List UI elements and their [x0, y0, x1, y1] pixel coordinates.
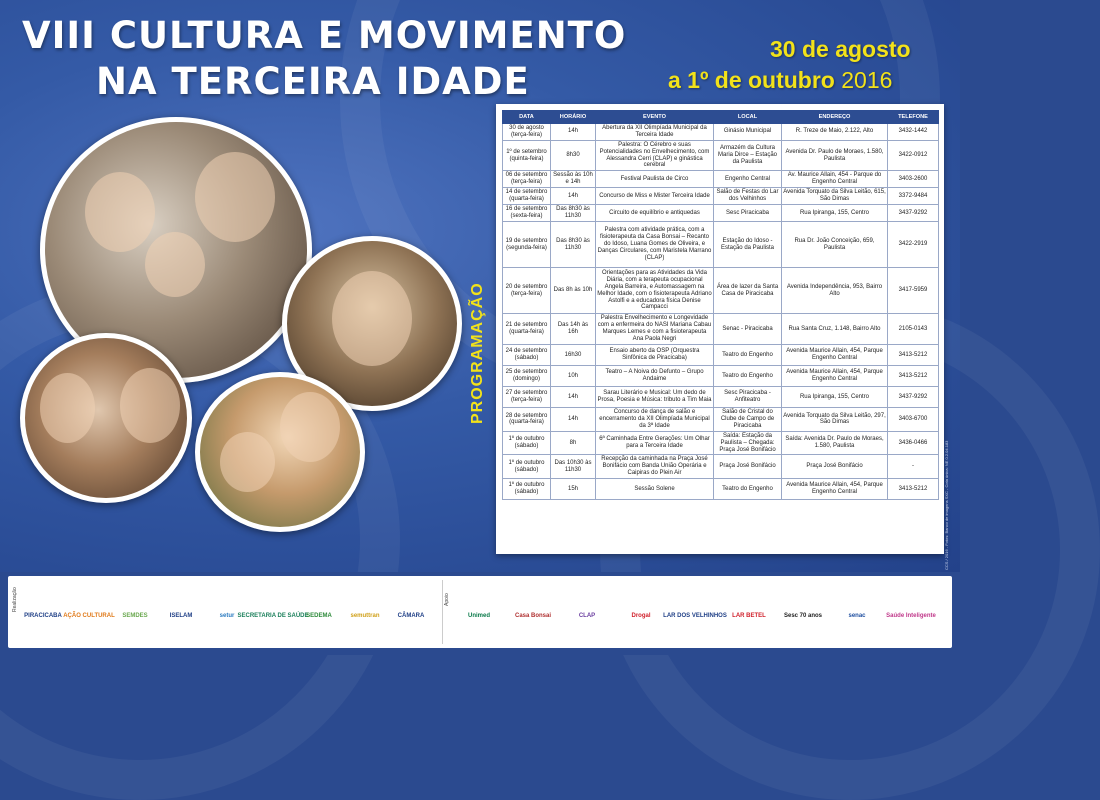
sponsor-logo-name: Sesc 70 anos — [783, 613, 823, 619]
column-header: DATA — [503, 111, 551, 124]
table-row — [503, 345, 939, 366]
cell-endereco: R. Treze de Maio, 2.122, Alto — [782, 124, 888, 141]
cell-local: Ginásio Municipal — [714, 124, 782, 141]
cell-local: Sesc Piracicaba — [714, 205, 782, 222]
cell-data: 27 de setembro (terça-feira) — [503, 387, 551, 408]
table-row — [503, 268, 939, 314]
cell-data: 24 de setembro (sábado) — [503, 345, 551, 366]
cell-horario: Das 8h30 às 11h30 — [551, 205, 596, 222]
cell-local: Teatro do Engenho — [714, 366, 782, 387]
table-row — [503, 314, 939, 345]
sponsor-logo-name: CLAP — [578, 613, 596, 619]
sponsor-logo-name: Unimed — [467, 613, 490, 619]
programacao-label: PROGRAMAÇÃO — [469, 282, 486, 424]
cell-horario: 16h30 — [551, 345, 596, 366]
cell-local: Teatro do Engenho — [714, 479, 782, 500]
cell-telefone: 3413-5212 — [888, 366, 939, 387]
cell-data: 21 de setembro (quarta-feira) — [503, 314, 551, 345]
cell-endereco: Avenida Maurice Allain, 454, Parque Engenho Central — [782, 479, 888, 500]
cell-telefone: 3417-5959 — [888, 268, 939, 314]
sponsor-logo — [886, 596, 936, 636]
cell-endereco: Rua Dr. João Conceição, 659, Paulista — [782, 222, 888, 268]
cell-endereco: Rua Ipiranga, 155, Centro — [782, 205, 888, 222]
cell-horario: 14h — [551, 387, 596, 408]
table-row — [503, 431, 939, 455]
sponsor-logo-name: CÂMARA — [397, 613, 425, 619]
apoio-label: Apoio — [444, 593, 450, 606]
cell-local: Sesc Piracicaba - Anfiteatro — [714, 387, 782, 408]
sponsor-logo — [22, 596, 64, 636]
cell-data: 25 de setembro (domingo) — [503, 366, 551, 387]
cell-horario: Das 8h às 10h — [551, 268, 596, 314]
cell-horario: Das 8h30 às 11h30 — [551, 222, 596, 268]
cell-local: Senac - Piracicaba — [714, 314, 782, 345]
table-row — [503, 171, 939, 188]
sponsor-logo-name: Drogal — [631, 613, 651, 619]
cell-data: 1º de outubro (sábado) — [503, 455, 551, 479]
sponsor-logo — [778, 596, 828, 636]
table-row — [503, 387, 939, 408]
sponsor-logo — [724, 596, 774, 636]
cell-endereco: Rua Santa Cruz, 1.148, Bairro Alto — [782, 314, 888, 345]
cell-evento: Circuito de equilíbrio e antiquedas — [596, 205, 714, 222]
cell-evento: Orientações para as Atividades da Vida Diária, com a terapeuta ocupacional Angela Barreira, e Automassagem na Melhor Idade, com o fisioterapeuta Adriano Astolfi e a educadora física Denise Campacci — [596, 268, 714, 314]
cell-endereco: Avenida Torquato da Silva Leitão, 297, São Dimas — [782, 408, 888, 432]
cell-evento: 6ª Caminhada Entre Gerações: Um Olhar para a Terceira Idade — [596, 431, 714, 455]
table-body — [503, 124, 939, 500]
realizacao-label: Realização — [12, 587, 18, 612]
sponsor-logo-name: PIRACICABA — [24, 613, 62, 619]
cell-evento: Abertura da XII Olimpíada Municipal da Terceira Idade — [596, 124, 714, 141]
sponsor-logo — [832, 596, 882, 636]
cell-telefone: 3422-0912 — [888, 140, 939, 171]
cell-horario: 8h — [551, 431, 596, 455]
cell-horario: Das 14h às 16h — [551, 314, 596, 345]
sponsor-logo-name: ISELAM — [169, 613, 193, 619]
cell-local: Salão de Festas do Lar dos Velhinhos — [714, 188, 782, 205]
cell-endereco: Av. Maurice Allain, 454 - Parque do Engenho Central — [782, 171, 888, 188]
cell-endereco: Avenida Maurice Allain, 454, Parque Engenho Central — [782, 366, 888, 387]
sponsor-logo — [616, 596, 666, 636]
cell-horario: 14h — [551, 124, 596, 141]
cell-evento: Festival Paulista de Circo — [596, 171, 714, 188]
cell-endereco: Rua Ipiranga, 155, Centro — [782, 387, 888, 408]
sponsor-logo — [114, 596, 156, 636]
table-header-row — [503, 111, 939, 124]
cell-data: 1º de outubro (sábado) — [503, 431, 551, 455]
table-row — [503, 455, 939, 479]
sponsor-logo-name: SECRETARIA DE SAÚDE — [237, 613, 309, 619]
cell-endereco: Saída: Avenida Dr. Paulo de Moraes, 1.580, Paulista — [782, 431, 888, 455]
photo-elderly-couple — [20, 333, 192, 503]
cell-evento: Palestra Envelhecimento e Longevidade com a enfermeira do NASI Mariana Cabau Marques Lemes e com a fisioterapeuta Ana Paola Negri — [596, 314, 714, 345]
table-row — [503, 188, 939, 205]
sponsor-logo — [562, 596, 612, 636]
sponsor-logo — [663, 596, 727, 636]
cell-horario: 10h — [551, 366, 596, 387]
sponsor-logo-name: LAR DOS VELHINHOS — [663, 613, 727, 619]
cell-data: 20 de setembro (terça-feira) — [503, 268, 551, 314]
photo-grandmother-child — [195, 372, 365, 532]
table-row — [503, 366, 939, 387]
cell-horario: 14h — [551, 408, 596, 432]
cell-evento: Palestra: O Cérebro e suas Potencialidades no Envelhecimento, com Alessandra Cerri (CLAP) e ginástica cerebral — [596, 140, 714, 171]
table-row — [503, 479, 939, 500]
cell-telefone: 3422-2919 — [888, 222, 939, 268]
cell-endereco: Avenida Maurice Allain, 454, Parque Engenho Central — [782, 345, 888, 366]
date-end-text: a 1º de outubro — [668, 67, 842, 93]
sponsor-logo-name: SEMDES — [122, 613, 148, 619]
cell-local: Estação do Idoso - Estação da Paulista — [714, 222, 782, 268]
cell-local: Engenho Central — [714, 171, 782, 188]
cell-horario: 15h — [551, 479, 596, 500]
cell-local: Salão de Cristal do Clube de Campo de Piracicaba — [714, 408, 782, 432]
sponsor-logo-name: senac — [848, 613, 866, 619]
cell-telefone: 3403-2600 — [888, 171, 939, 188]
sponsor-logo — [298, 596, 340, 636]
sponsor-box — [8, 576, 952, 648]
cell-telefone: 3437-9292 — [888, 387, 939, 408]
table-row — [503, 205, 939, 222]
sponsor-logo — [237, 596, 309, 636]
cell-telefone: - — [888, 455, 939, 479]
cell-telefone: 3436-0466 — [888, 431, 939, 455]
cell-endereco: Avenida Torquato da Silva Leitão, 615, São Dimas — [782, 188, 888, 205]
cell-telefone: 3437-9292 — [888, 205, 939, 222]
cell-data: 28 de setembro (quarta-feira) — [503, 408, 551, 432]
sponsor-divider — [442, 580, 443, 644]
column-header: TELEFONE — [888, 111, 939, 124]
footer-sponsors — [0, 572, 960, 655]
cell-data: 1º de setembro (quinta-feira) — [503, 140, 551, 171]
sponsor-logo — [344, 596, 386, 636]
cell-telefone: 3432-1442 — [888, 124, 939, 141]
cell-data: 19 de setembro (segunda-feira) — [503, 222, 551, 268]
cell-evento: Concurso de dança de salão e encerramento da XII Olimpíada Municipal da 3ª Idade — [596, 408, 714, 432]
sponsor-logo-name: setur — [219, 613, 235, 619]
table-row — [503, 222, 939, 268]
cell-data: 06 de setembro (terça-feira) — [503, 171, 551, 188]
cell-local: Teatro do Engenho — [714, 345, 782, 366]
cell-endereco: Praça José Bonifácio — [782, 455, 888, 479]
cell-data: 1º de outubro (sábado) — [503, 479, 551, 500]
cell-evento: Concurso de Miss e Mister Terceira Idade — [596, 188, 714, 205]
cell-evento: Palestra com atividade prática, com a fisioterapeuta da Casa Bonsai – Recanto do Idoso, Luana Gomes de Oliveira, e Danças Circulares, com Maristela Marrano (CLAP) — [596, 222, 714, 268]
cell-horario: 8h30 — [551, 140, 596, 171]
poster-title-line2: NA TERCEIRA IDADE — [96, 60, 530, 103]
schedule-table-panel — [496, 104, 944, 554]
sponsor-logo — [508, 596, 558, 636]
table-row — [503, 140, 939, 171]
photo-credit: CCS / 2016 - Fotos: Banco de imagens SXC - Cota única: NE 0.2.04.183 — [944, 440, 949, 570]
date-year: 2016 — [841, 67, 893, 93]
cell-endereco: Avenida Independência, 953, Bairro Alto — [782, 268, 888, 314]
column-header: ENDEREÇO — [782, 111, 888, 124]
cell-telefone: 3403-6700 — [888, 408, 939, 432]
cell-endereco: Avenida Dr. Paulo de Moraes, 1.580, Paulista — [782, 140, 888, 171]
sponsor-logo — [160, 596, 202, 636]
cell-data: 30 de agosto (terça-feira) — [503, 124, 551, 141]
cell-telefone: 2105-0143 — [888, 314, 939, 345]
sponsor-logo-name: SEDEMA — [306, 613, 332, 619]
cell-data: 14 de setembro (quarta-feira) — [503, 188, 551, 205]
cell-local: Praça José Bonifácio — [714, 455, 782, 479]
cell-telefone: 3372-9484 — [888, 188, 939, 205]
sponsor-logo-name: Saúde Inteligente — [886, 613, 936, 619]
cell-evento: Recepção da caminhada na Praça José Bonifácio com Banda União Operária e Caipiras do Plein Air — [596, 455, 714, 479]
sponsor-logo-name: LAR BETEL — [732, 613, 766, 619]
cell-evento: Sarau Literário e Musical: Um dedo de Prosa, Poesia e Música: tributo a Tim Maia — [596, 387, 714, 408]
cell-horario: Das 10h30 às 11h30 — [551, 455, 596, 479]
sponsor-logo-name: semuttran — [350, 613, 380, 619]
cell-evento: Teatro – A Noiva do Defunto – Grupo Andaime — [596, 366, 714, 387]
poster-title-line1: VIII CULTURA E MOVIMENTO — [22, 14, 627, 57]
cell-local: Área de lazer da Santa Casa de Piracicaba — [714, 268, 782, 314]
cell-local: Armazém da Cultura Maria Dirce – Estação da Paulista — [714, 140, 782, 171]
sponsor-logo — [390, 596, 432, 636]
column-header: LOCAL — [714, 111, 782, 124]
sponsor-logo-name: Casa Bonsai — [514, 613, 551, 619]
cell-telefone: 3413-5212 — [888, 479, 939, 500]
cell-evento: Ensaio aberto da OSP (Orquestra Sinfônica de Piracicaba) — [596, 345, 714, 366]
cell-telefone: 3413-5212 — [888, 345, 939, 366]
schedule-table — [502, 110, 939, 500]
table-row — [503, 408, 939, 432]
cell-local: Saída: Estação da Paulista – Chegada: Praça José Bonifácio — [714, 431, 782, 455]
date-range-start: 30 de agosto — [770, 36, 911, 62]
cell-data: 16 de setembro (sexta-feira) — [503, 205, 551, 222]
cell-horario: 14h — [551, 188, 596, 205]
column-header: HORÁRIO — [551, 111, 596, 124]
column-header: EVENTO — [596, 111, 714, 124]
table-row — [503, 124, 939, 141]
sponsor-logo — [454, 596, 504, 636]
sponsor-logo-name: AÇÃO CULTURAL — [63, 613, 115, 619]
cell-horario: Sessão às 10h e 14h — [551, 171, 596, 188]
date-range-end — [668, 67, 892, 94]
sponsor-logo — [63, 596, 115, 636]
cell-evento: Sessão Solene — [596, 479, 714, 500]
